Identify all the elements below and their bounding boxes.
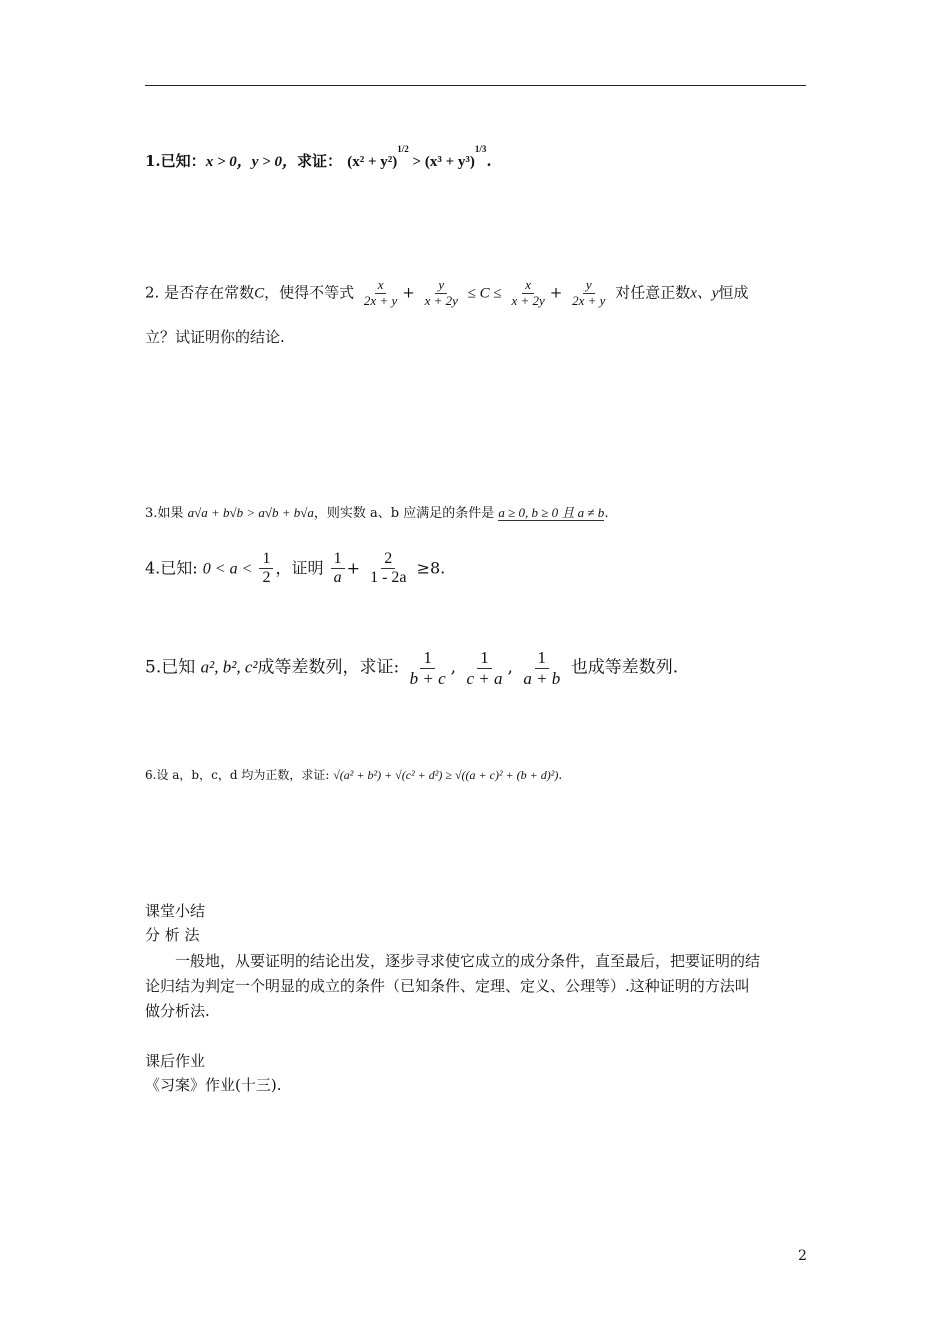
summary-body-3: 做分析法. (145, 1002, 210, 1020)
problem-1 (145, 144, 492, 171)
fraction: $\frac{y}{2x + y}$ (572, 277, 606, 308)
problem-2-number: 2. (145, 283, 160, 302)
fraction: $\frac{x}{x + 2y}$ (511, 277, 545, 308)
problem-2-continued: 立？试证明你的结论. (145, 328, 285, 346)
header-rule (145, 85, 806, 86)
problem-1-intro: 已知： (160, 152, 206, 170)
problem-5-terms: a², b², c² (200, 657, 258, 677)
problem-3: 3.如果 a√a + b√b > a√b + b√a，则实数 a、b 应满足的条件是 a ≥ 0, b ≥ 0 且 a ≠ b. (145, 505, 609, 521)
fraction: $\frac{2}{1 - 2a}$ (370, 550, 407, 587)
homework-text: 《习案》作业(十三). (145, 1076, 282, 1094)
problem-1-end: . (486, 152, 492, 170)
fraction: $\frac{1}{2}$ (259, 550, 273, 588)
summary-body-1: 一般地，从要证明的结论出发，逐步寻求使它成立的成分条件，直至最后，把要证明的结 (175, 952, 761, 970)
problem-6-inequality: √(a² + b²) + √(c² + d²) ≥ √((a + c)² + (b + d)²) (333, 768, 559, 782)
problem-3-inequality: a√a + b√b > a√b + b√a (187, 505, 314, 520)
problem-1-cond-x: x > 0， (205, 154, 252, 170)
homework-heading: 课后作业 (145, 1052, 206, 1070)
problem-5: 5.已知 a², b², c²成等差数列，求证: $\frac{1}{b + c}$ , $\frac{1}{c + a}$ , $\frac{1}{a + b}$ 也成等差数列. (145, 648, 679, 688)
summary-body-2: 论归结为判定一个明显的成立的条件（已知条件、定理、定义、公理等）.这种证明的方法叫 (145, 977, 750, 995)
summary-term: 分 析 法 (145, 926, 200, 944)
problem-1-lhs: $(x^2 + y^2)^{1/2}$ (347, 144, 409, 170)
problem-1-gt: > (408, 154, 425, 170)
fraction: $\frac{x}{2x + y}$ (363, 277, 398, 308)
fraction: $\frac{1}{a + b}$ (523, 648, 561, 688)
problem-6: 6.设 a，b，c，d 均为正数，求证: √(a² + b²) + √(c² + d²) ≥ √((a + c)² + (b + d)²). (145, 768, 563, 782)
problem-1-cond-y: y > 0， (251, 154, 297, 170)
page-number: 2 (798, 1248, 807, 1264)
problem-1-verb: 求证： (296, 152, 342, 170)
problem-1-number: 1. (145, 152, 161, 170)
fraction: $\frac{1}{b + c}$ (409, 648, 446, 688)
fraction: $\frac{1}{c + a}$ (466, 648, 503, 688)
summary-heading: 课堂小结 (145, 902, 206, 920)
problem-4: 4.已知: 0 < a < $\frac{1}{2}$ ，证明 $\frac{1}{a}$ + $\frac{2}{1 - 2a}$ ≥8. (145, 550, 446, 587)
fraction: $\frac{y}{x + 2y}$ (424, 277, 458, 308)
problem-1-rhs: $(x^3 + y^3)^{1/3}$ (424, 144, 487, 170)
fraction: $\frac{1}{a}$ (331, 550, 345, 588)
problem-2: 2. 是否存在常数C，使得不等式 $\frac{x}{2x + y}$ + $\frac{y}{x + 2y}$ ≤ C ≤ $\frac{x}{x + 2y}$ + $\frac{y}{2x + y}$ 对任意正数x、y恒成 (145, 277, 749, 308)
problem-3-answer: a ≥ 0, b ≥ 0 且 a ≠ b (498, 505, 605, 520)
